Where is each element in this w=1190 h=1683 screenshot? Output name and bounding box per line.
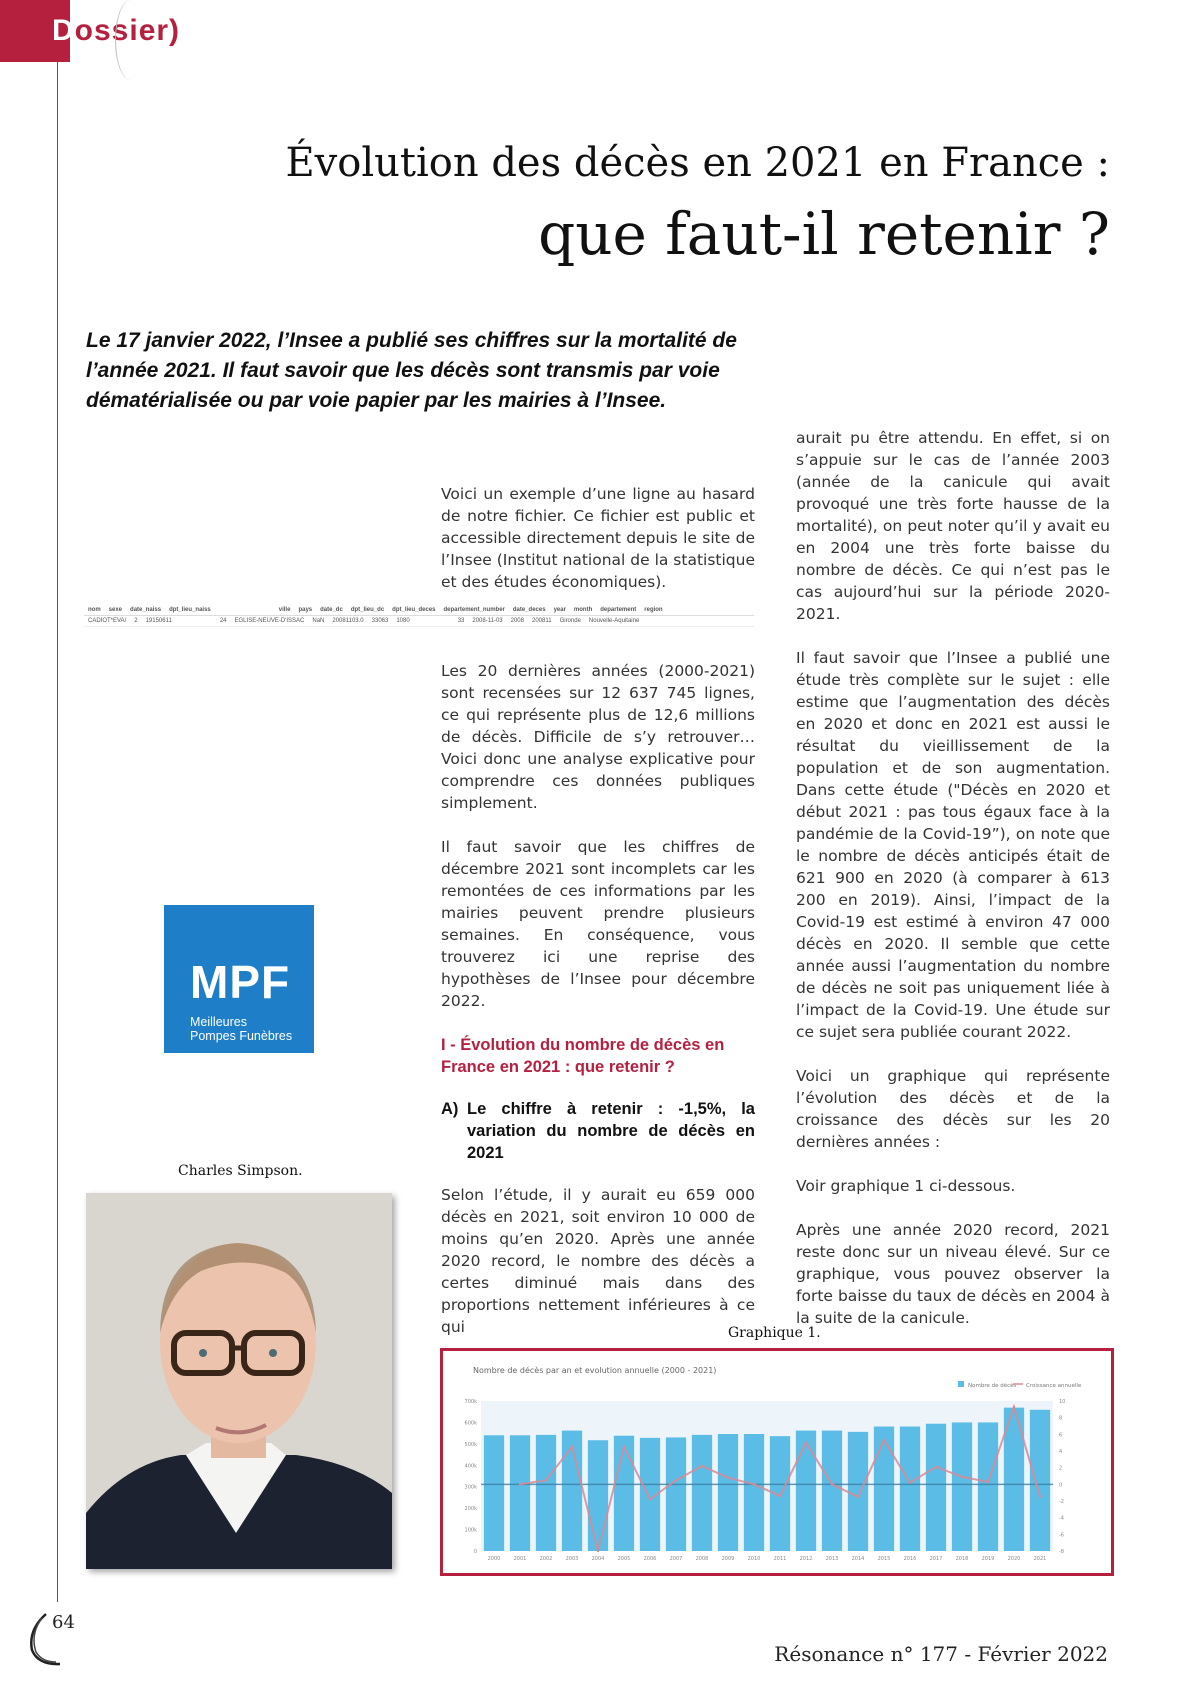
photo-caption: Charles Simpson. bbox=[178, 1163, 303, 1179]
portrait-illustration bbox=[86, 1193, 392, 1569]
growth-point-2002 bbox=[545, 1479, 547, 1481]
y-tick-right: 10 bbox=[1059, 1399, 1066, 1405]
y-tick-right: -4 bbox=[1059, 1515, 1064, 1522]
y-tick-left: 600k bbox=[464, 1420, 477, 1427]
chart-frame bbox=[440, 1348, 1114, 1576]
y-tick-left: 300k bbox=[464, 1484, 477, 1491]
portrait-photo bbox=[86, 1193, 392, 1569]
growth-point-2010 bbox=[753, 1483, 755, 1485]
bar-2008 bbox=[692, 1435, 712, 1551]
logo-line2: Pompes Funèbres bbox=[190, 1029, 293, 1043]
growth-point-2018 bbox=[961, 1476, 963, 1478]
chart-plot-area bbox=[465, 1399, 1066, 1562]
paragraph: Il faut savoir que l’Insee a publié une étude très complète sur le sujet : elle estime que l’augmentation des décès en 2020 et donc en 2021 est aussi le résultat du vieillissement de la population et de son augmentation. Dans cette étude ("Décès en 2020 et début 2021 : pas tous égaux face à la pandémie de la Covid-19”), on note que le nombre de décès anticipés était de 621 900 en 2020 (à comparer à 613 200 en 2019). Ainsi, l’impact de la Covid-19 est estimé à environ 47 000 décès en 2020. Il semble que cette année aussi l’augmentation du nombre de décès ne soit pas uniquement liée à l’impact de la Covid-19. Une étude sur ce sujet sera publiée courant 2022. bbox=[796, 649, 1110, 1041]
table-cell: Nouvelle-Aquitaine bbox=[588, 618, 640, 624]
growth-point-2021 bbox=[1039, 1496, 1041, 1498]
x-tick-label: 2020 bbox=[1007, 1556, 1021, 1562]
y-tick-left: 0 bbox=[473, 1549, 477, 1555]
x-tick-label: 2021 bbox=[1033, 1556, 1047, 1562]
y-tick-left: 700k bbox=[464, 1399, 477, 1405]
x-tick-label: 2018 bbox=[955, 1556, 969, 1562]
x-tick-label: 2011 bbox=[773, 1556, 787, 1562]
growth-point-2003 bbox=[571, 1446, 573, 1448]
x-tick-label: 2012 bbox=[799, 1556, 813, 1562]
bar-2021 bbox=[1030, 1410, 1050, 1551]
y-tick-left: 500k bbox=[464, 1441, 477, 1448]
table-header-cell: dpt_lieu_deces bbox=[392, 607, 436, 613]
table-cell: 20081103.0 bbox=[332, 618, 364, 624]
chart-title: Nombre de décès par an et evolution annuelle (2000 - 2021) bbox=[473, 1366, 717, 1375]
bar-2019 bbox=[978, 1422, 998, 1551]
growth-point-2012 bbox=[805, 1441, 807, 1443]
table-cell: 1080 bbox=[396, 618, 410, 624]
growth-point-2009 bbox=[727, 1476, 729, 1478]
x-tick-label: 2009 bbox=[721, 1556, 735, 1562]
x-tick-label: 2013 bbox=[825, 1556, 839, 1562]
legend-label-bars: Nombre de décès bbox=[968, 1383, 1017, 1389]
growth-point-2013 bbox=[831, 1483, 833, 1485]
chart-legend bbox=[958, 1381, 1082, 1389]
column3-body bbox=[796, 427, 1110, 1351]
table-header-cell: pays bbox=[298, 607, 313, 613]
bar-2002 bbox=[536, 1435, 556, 1551]
logo-line1: Meilleures bbox=[190, 1015, 247, 1029]
x-tick-label: 2017 bbox=[929, 1556, 943, 1562]
bar-2014 bbox=[848, 1432, 868, 1551]
decorative-arc bbox=[115, 0, 146, 80]
legend-bar-swatch bbox=[958, 1381, 964, 1387]
growth-point-2001 bbox=[519, 1483, 521, 1485]
paragraph: Selon l’étude, il y aurait eu 659 000 décès en 2021, soit environ 10 000 de moins qu’en 2020. Après une année 2020 record, le nombre des décès a certes diminué mais dans des proportions nettement inférieures à ce qui bbox=[441, 1186, 755, 1336]
table-cell: 2008 bbox=[510, 618, 524, 624]
table-cell: Gironde bbox=[559, 618, 581, 624]
table-header-cell: month bbox=[573, 607, 593, 613]
table-row bbox=[84, 615, 754, 627]
x-tick-label: 2010 bbox=[747, 1556, 761, 1562]
growth-point-2016 bbox=[909, 1481, 911, 1483]
table-header-cell: date_dc bbox=[320, 607, 343, 613]
sample-data-table bbox=[84, 605, 754, 627]
table-cell: 200811 bbox=[531, 618, 552, 624]
legend-label-line: Croissance annuelle bbox=[1026, 1383, 1082, 1389]
x-tick-label: 2004 bbox=[591, 1556, 605, 1562]
growth-point-2015 bbox=[883, 1439, 885, 1441]
x-tick-label: 2014 bbox=[851, 1556, 865, 1562]
growth-point-2014 bbox=[857, 1496, 859, 1498]
y-tick-left: 400k bbox=[464, 1463, 477, 1470]
bar-2009 bbox=[718, 1434, 738, 1551]
table-header-cell: date_deces bbox=[512, 607, 546, 613]
x-tick-label: 2002 bbox=[539, 1556, 553, 1562]
growth-point-2006 bbox=[649, 1498, 651, 1500]
paragraph: Il faut savoir que les chiffres de décembre 2021 sont incomplets car les remontées de ces informations par les mairies peuvent prendre plusieurs semaines. En conséquence, vous trouverez ici une reprise des hypothèses de l’Insee pour décembre 2022. bbox=[441, 838, 755, 1010]
growth-point-2019 bbox=[987, 1481, 989, 1483]
y-tick-right: 2 bbox=[1059, 1465, 1063, 1472]
y-tick-right: -8 bbox=[1059, 1549, 1064, 1555]
paragraph: aurait pu être attendu. En effet, si on s’appuie sur le cas de l’année 2003 (année de la canicule qui avait provoqué une très forte hausse de la mortalité), on peut noter qu’il y avait eu en 2004 une très forte baisse du nombre de décès. Ce qui n’est pas le cas aujourd’hui sur la période 2020-2021. bbox=[796, 429, 1110, 623]
table-header-cell: dpt_lieu_naiss bbox=[169, 607, 211, 613]
section-label-rest: ossier) bbox=[74, 14, 181, 47]
table-cell: CADIOT*EVA/ bbox=[88, 618, 127, 624]
table-header-cell: sexe bbox=[108, 607, 123, 613]
bar-2017 bbox=[926, 1424, 946, 1551]
growth-point-2008 bbox=[701, 1465, 703, 1467]
deaths-chart bbox=[443, 1351, 1111, 1573]
bar-2004 bbox=[588, 1440, 608, 1551]
table-header-cell: region bbox=[644, 607, 663, 613]
bar-2012 bbox=[796, 1431, 816, 1551]
page-margin-line bbox=[57, 62, 58, 1602]
logo-tagline bbox=[190, 1015, 292, 1043]
table-cell: NaN bbox=[312, 618, 325, 624]
bar-2007 bbox=[666, 1437, 686, 1551]
article-title-line2: que faut-il retenir ? bbox=[538, 200, 1110, 268]
table-cell: 19150611 bbox=[145, 618, 172, 624]
growth-point-2004 bbox=[597, 1550, 599, 1552]
paragraph: Les 20 dernières années (2000-2021) sont recensées sur 12 637 745 lignes, ce qui représente plus de 12,6 millions de décès. Difficile de s’y retrouver… Voici donc une analyse explicative pour comprendre ces données publiques simplement. bbox=[441, 662, 755, 812]
bar-2015 bbox=[874, 1427, 894, 1552]
section-label-first: D bbox=[52, 14, 75, 47]
growth-point-2011 bbox=[779, 1495, 781, 1497]
paragraph: Après une année 2020 record, 2021 reste donc sur un niveau élevé. Sur ce graphique, vous pouvez observer la forte baisse du taux de décès en 2004 à la suite de la canicule. bbox=[796, 1221, 1110, 1327]
growth-point-2007 bbox=[675, 1479, 677, 1481]
y-tick-right: 6 bbox=[1059, 1432, 1063, 1439]
x-tick-label: 2005 bbox=[617, 1556, 631, 1562]
growth-point-2005 bbox=[623, 1446, 625, 1448]
table-cell: 33063 bbox=[371, 618, 389, 624]
magazine-issue: Résonance n° 177 - Février 2022 bbox=[774, 1642, 1108, 1666]
table-header-cell: year bbox=[553, 607, 566, 613]
article-lead: Le 17 janvier 2022, l’Insee a publié ses chiffres sur la mortalité de l’année 2021. Il faut savoir que les décès sont transmis par voie dématérialisée ou par voie papier par les mairies à l’Insee. bbox=[86, 329, 737, 412]
column2-intro bbox=[441, 483, 755, 615]
table-header-row bbox=[84, 605, 754, 615]
table-header-cell: nom bbox=[88, 607, 101, 613]
x-tick-label: 2019 bbox=[981, 1556, 995, 1562]
table-cell: EGLISE-NEUVE-D'ISSAC bbox=[234, 618, 305, 624]
x-tick-label: 2015 bbox=[877, 1556, 891, 1562]
column2-body bbox=[441, 660, 755, 1360]
bar-2018 bbox=[952, 1422, 972, 1551]
chart-caption: Graphique 1. bbox=[728, 1325, 821, 1341]
subsection-text: Le chiffre à retenir : -1,5%, la variation du nombre de décès en 2021 bbox=[467, 1100, 755, 1162]
y-tick-right: 8 bbox=[1059, 1415, 1063, 1422]
x-tick-label: 2001 bbox=[513, 1556, 527, 1562]
growth-point-2020 bbox=[1013, 1406, 1015, 1408]
x-tick-label: 2000 bbox=[487, 1556, 501, 1562]
y-tick-right: 0 bbox=[1059, 1482, 1063, 1489]
table-header-cell: date_naiss bbox=[130, 607, 162, 613]
table-cell: 2008-11-03 bbox=[472, 618, 503, 624]
subsection-heading bbox=[441, 1098, 755, 1164]
section-heading: I - Évolution du nombre de décès en France en 2021 : que retenir ? bbox=[441, 1036, 725, 1076]
bar-2001 bbox=[510, 1435, 530, 1551]
bar-2013 bbox=[822, 1431, 842, 1551]
y-tick-right: 4 bbox=[1059, 1449, 1063, 1455]
bar-2005 bbox=[614, 1436, 634, 1551]
y-tick-right: -2 bbox=[1059, 1499, 1064, 1505]
paragraph: Voici un exemple d’une ligne au hasard de notre fichier. Ce fichier est public et accessible directement depuis le site de l’Insee (Institut national de la statistique et des études économiques). bbox=[441, 485, 755, 591]
growth-point-2017 bbox=[935, 1466, 937, 1468]
y-tick-left: 200k bbox=[464, 1506, 477, 1513]
table-header-cell: dpt_lieu_dc bbox=[350, 607, 385, 613]
paragraph: Voici un graphique qui représente l’évolution des décès et de la croissance des décès sur les 20 dernières années : bbox=[796, 1067, 1110, 1151]
table-cell: 2 bbox=[134, 618, 138, 624]
x-tick-label: 2006 bbox=[643, 1556, 657, 1562]
x-tick-label: 2016 bbox=[903, 1556, 917, 1562]
bar-2016 bbox=[900, 1427, 920, 1552]
bar-2000 bbox=[484, 1435, 504, 1551]
subsection-label: A) bbox=[441, 1100, 459, 1118]
table-cell: 24 bbox=[219, 618, 227, 624]
x-tick-label: 2007 bbox=[669, 1556, 683, 1562]
table-header-cell: departement_number bbox=[443, 607, 505, 613]
paragraph: Voir graphique 1 ci-dessous. bbox=[796, 1177, 1016, 1195]
page-number: 64 bbox=[52, 1612, 75, 1633]
x-tick-label: 2008 bbox=[695, 1556, 709, 1562]
mpf-logo bbox=[164, 905, 314, 1053]
y-tick-left: 100k bbox=[464, 1527, 477, 1534]
table-header-cell: ville bbox=[278, 607, 291, 613]
x-tick-label: 2003 bbox=[565, 1556, 579, 1562]
bar-2010 bbox=[744, 1434, 764, 1551]
table-cell: 33 bbox=[457, 618, 465, 624]
table-header-cell: departement bbox=[600, 607, 637, 613]
logo-name: MPF bbox=[190, 956, 291, 1008]
article-title-line1: Évolution des décès en 2021 en France : bbox=[285, 140, 1110, 186]
y-tick-right: -6 bbox=[1059, 1532, 1064, 1539]
